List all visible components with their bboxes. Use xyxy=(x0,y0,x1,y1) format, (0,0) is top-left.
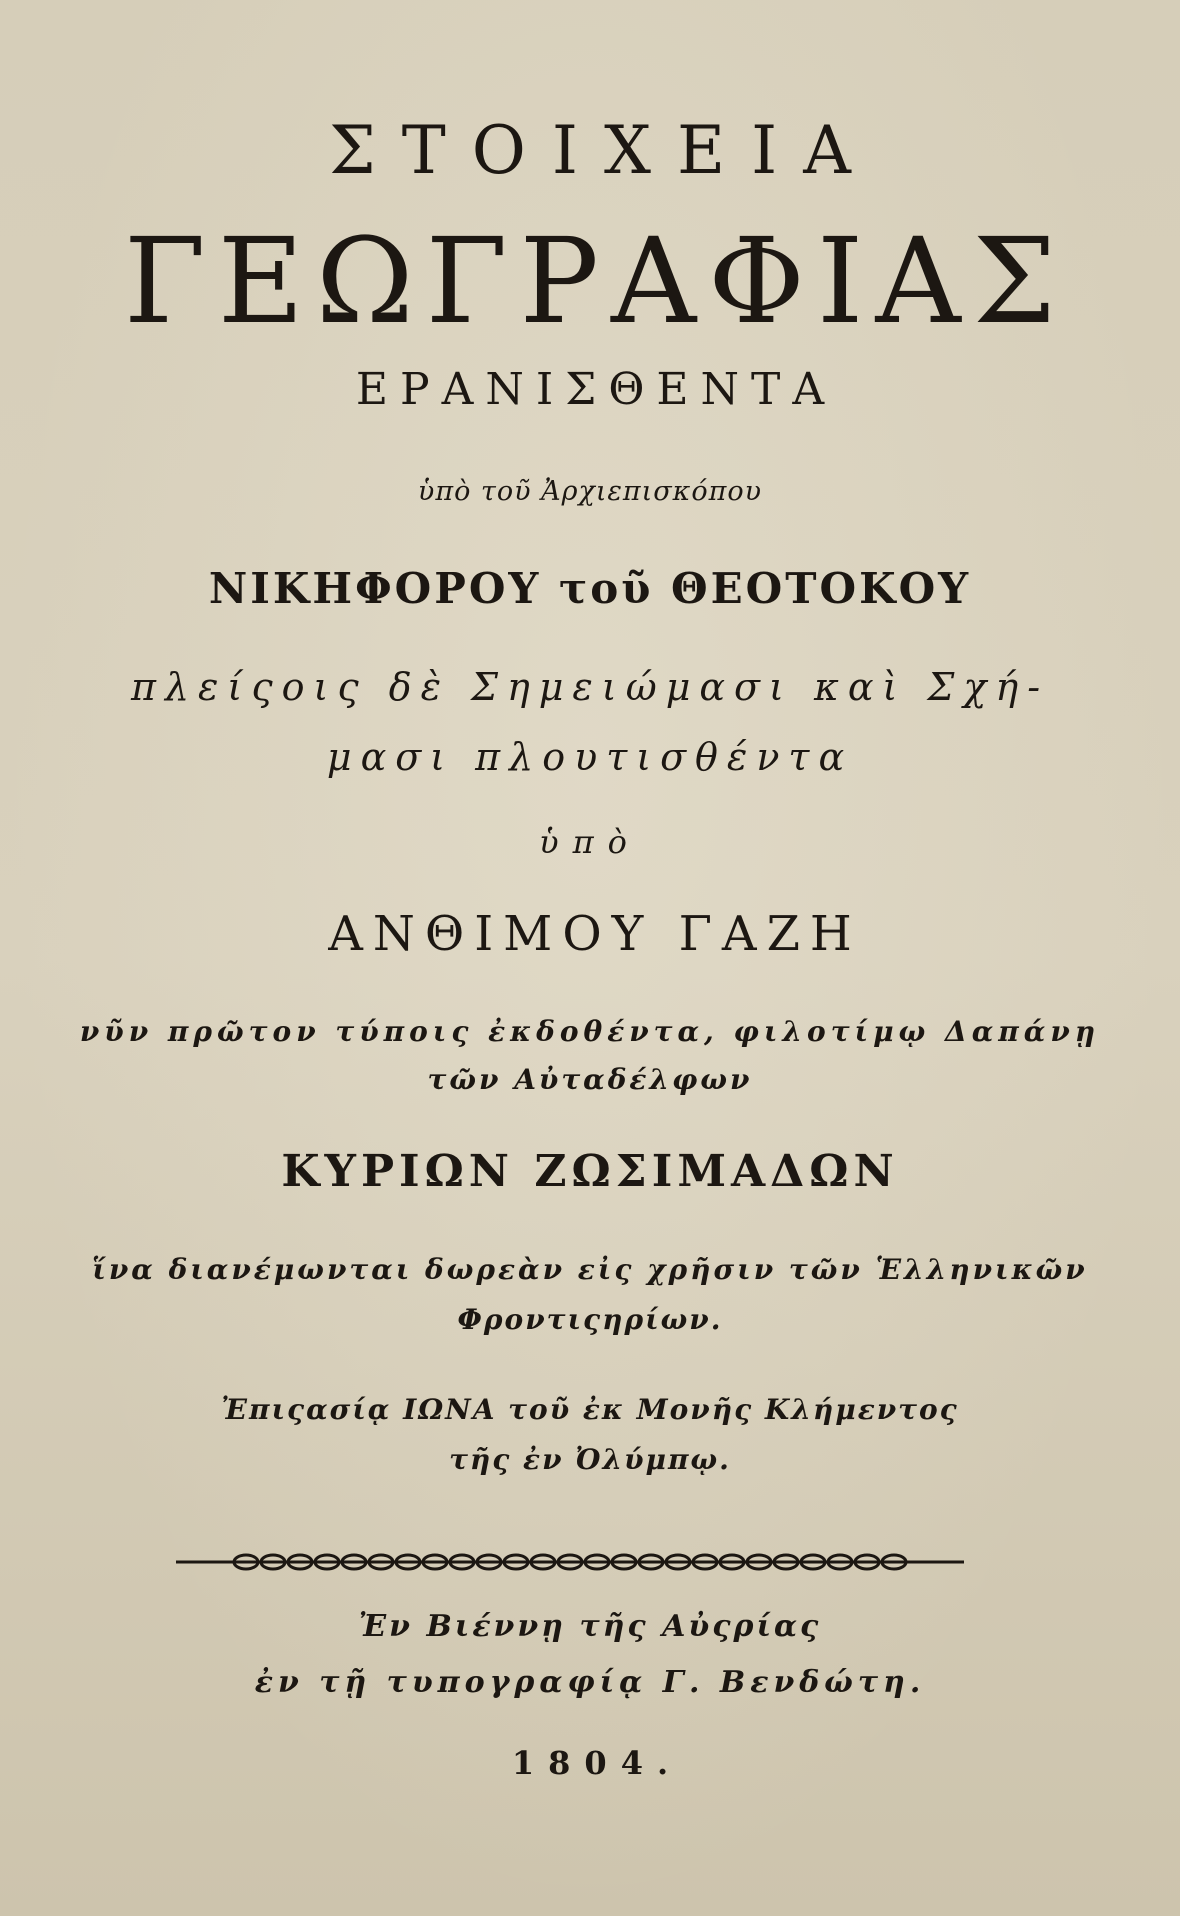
imprint-line-2: ἐν τῇ τυπογραφίᾳ Γ. Βενδώτη. xyxy=(254,1665,926,1700)
title-line-3: ΕΡΑΝΙΣΘΕΝΤΑ xyxy=(355,364,837,415)
publication-line-1: νῦν πρῶτον τύποις ἐκδοθέντα, φιλοτίμῳ Δαπάνῃ xyxy=(79,1015,1101,1048)
by-line-editor: ὑπὸ xyxy=(539,823,641,861)
by-line-archbishop: ὑπὸ τοῦ Ἀρχιεπισκόπου xyxy=(417,476,763,507)
supervision-line-2: τῆς ἐν Ὀλύμπῳ. xyxy=(449,1443,731,1476)
chain-ornament-rule xyxy=(176,1550,964,1574)
author-name: ΝΙΚΗΦΟΡΟΥ τοῦ ΘΕΟΤΟΚΟΥ xyxy=(208,564,972,613)
purpose-line-1: ἵνα διανέμωνται δωρεὰν εἰς χρῆσιν τῶν Ἑλληνικῶν xyxy=(92,1253,1088,1286)
purpose-line-2: Φροντιςηρίων. xyxy=(457,1303,723,1336)
publication-year: 1804. xyxy=(511,1744,683,1782)
note-line-1: πλείςοις δὲ Σημειώμασι καὶ Σχή- xyxy=(130,665,1050,709)
sponsor-name: ΚΥΡΙΩΝ ΖΩΣΙΜΑΔΩΝ xyxy=(281,1146,899,1197)
imprint-line-1: Ἐν Βιέννῃ τῆς Αὐςρίας xyxy=(358,1609,822,1644)
publication-line-2: τῶν Αὐταδέλφων xyxy=(427,1063,753,1096)
note-line-2: μασι πλουτισθέντα xyxy=(326,735,854,779)
editor-name: ΑΝΘΙΜΟΥ ΓΑΖΗ xyxy=(328,906,862,962)
title-line-2: ΓΕΩΓΡΑΦΙΑΣ xyxy=(123,212,1069,350)
title-line-1: ΣΤΟΙΧΕΙΑ xyxy=(329,112,877,189)
supervision-line-1: Ἐπιςασίᾳ ΙΩΝΑ τοῦ ἐκ Μονῆς Κλήμεντος xyxy=(221,1393,959,1426)
